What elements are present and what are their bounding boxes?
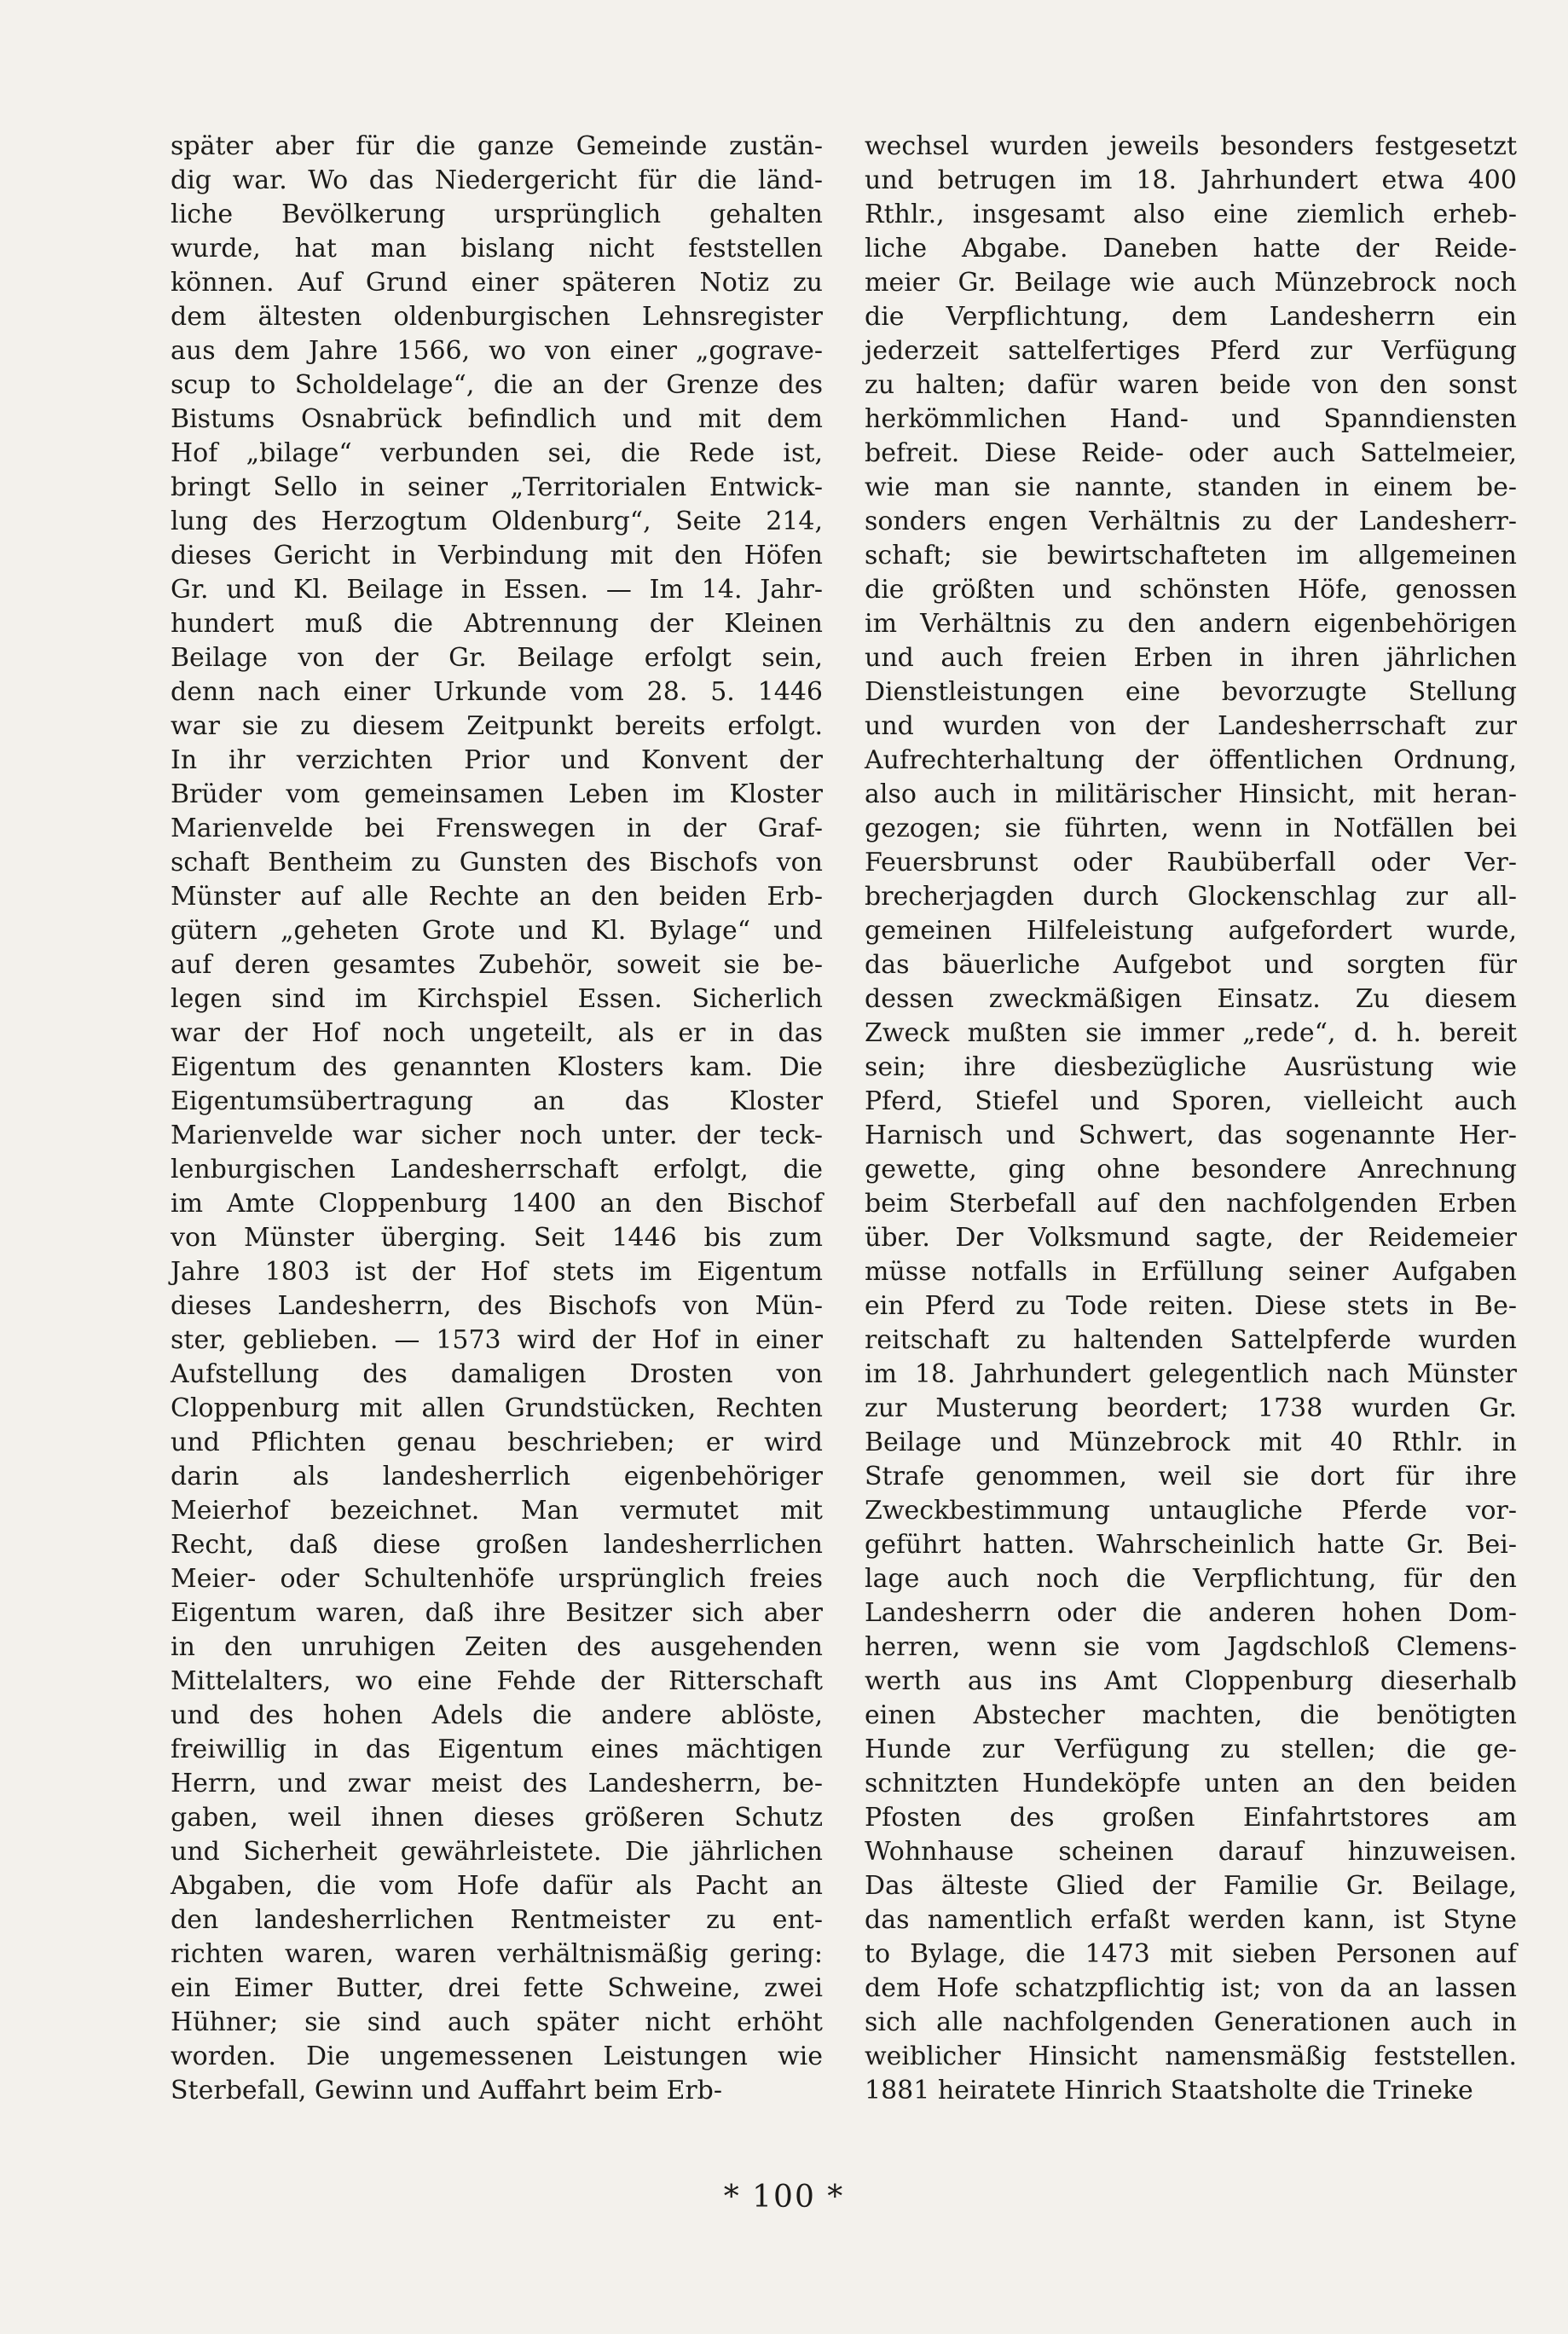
- text-line: Herrn, und zwar meist des Landesherrn, be-: [171, 1769, 823, 1798]
- text-line: bringt Sello in seiner „Territorialen Entwick-: [171, 472, 823, 502]
- text-line: Bistums Osnabrück befindlich und mit dem: [171, 404, 823, 434]
- text-line: Feuersbrunst oder Raubüberfall oder Ver-: [865, 848, 1517, 877]
- text-line: Eigentumsübertragung an das Kloster: [171, 1086, 823, 1116]
- text-line: Marienvelde war sicher noch unter. der teck-: [171, 1121, 823, 1150]
- text-line: und betrugen im 18. Jahrhundert etwa 400: [865, 165, 1517, 195]
- text-line: Aufrechterhaltung der öffentlichen Ordnung,: [865, 745, 1517, 775]
- text-line: zu halten; dafür waren beide von den sonst: [865, 370, 1517, 400]
- text-line: beim Sterbefall auf den nachfolgenden Erben: [865, 1189, 1517, 1219]
- text-line: hundert muß die Abtrennung der Kleinen: [171, 609, 823, 639]
- text-line: herren, wenn sie vom Jagdschloß Clemens-: [865, 1632, 1517, 1662]
- text-line: Pfosten des großen Einfahrtstores am: [865, 1803, 1517, 1833]
- text-line: ein Eimer Butter, drei fette Schweine, zwei: [171, 1973, 823, 2003]
- text-line: im Verhältnis zu den andern eigenbehörigen: [865, 609, 1517, 639]
- text-line: Beilage von der Gr. Beilage erfolgt sein,: [171, 643, 823, 673]
- text-line: und des hohen Adels die andere ablöste,: [171, 1700, 823, 1730]
- text-line: scup to Scholdelage“, die an der Grenze des: [171, 370, 823, 400]
- text-line: meier Gr. Beilage wie auch Münzebrock noch: [865, 268, 1517, 298]
- text-line: gaben, weil ihnen dieses größeren Schutz: [171, 1803, 823, 1833]
- text-line: Gr. und Kl. Beilage in Essen. — Im 14. Jahr-: [171, 575, 823, 605]
- text-line: geführt hatten. Wahrscheinlich hatte Gr. Bei-: [865, 1530, 1517, 1560]
- text-line: und wurden von der Landesherrschaft zur: [865, 711, 1517, 741]
- text-line: to Bylage, die 1473 mit sieben Personen auf: [865, 1939, 1517, 1969]
- text-line: dem Hofe schatzpflichtig ist; von da an lassen: [865, 1973, 1517, 2003]
- text-line: Das älteste Glied der Familie Gr. Beilage,: [865, 1871, 1517, 1901]
- text-line: sonders engen Verhältnis zu der Landesherr-: [865, 507, 1517, 536]
- text-line: schnitzten Hundeköpfe unten an den beiden: [865, 1769, 1517, 1798]
- text-line: freiwillig in das Eigentum eines mächtigen: [171, 1735, 823, 1764]
- text-line: aus dem Jahre 1566, wo von einer „gograve-: [171, 336, 823, 366]
- text-line: Hof „bilage“ verbunden sei, die Rede ist,: [171, 438, 823, 468]
- text-line: von Münster überging. Seit 1446 bis zum: [171, 1223, 823, 1253]
- text-line: und Sicherheit gewährleistete. Die jährlichen: [171, 1837, 823, 1867]
- text-line: weiblicher Hinsicht namensmäßig feststellen.: [865, 2042, 1517, 2071]
- page-number: * 100 *: [723, 2180, 845, 2215]
- text-line: sich alle nachfolgenden Generationen auch in: [865, 2007, 1517, 2037]
- text-line: wurde, hat man bislang nicht feststellen: [171, 234, 823, 264]
- text-line: reitschaft zu haltenden Sattelpferde wurden: [865, 1325, 1517, 1355]
- text-line: Meier- oder Schultenhöfe ursprünglich freies: [171, 1564, 823, 1594]
- text-line: Cloppenburg mit allen Grundstücken, Rechten: [171, 1393, 823, 1423]
- text-line: dig war. Wo das Niedergericht für die länd-: [171, 165, 823, 195]
- text-line: lage auch noch die Verpflichtung, für den: [865, 1564, 1517, 1594]
- text-line: befreit. Diese Reide- oder auch Sattelmeier,: [865, 438, 1517, 468]
- text-line: brecherjagden durch Glockenschlag zur all-: [865, 882, 1517, 912]
- text-line: jederzeit sattelfertiges Pferd zur Verfügung: [865, 336, 1517, 366]
- text-line: auf deren gesamtes Zubehör, soweit sie be-: [171, 950, 823, 980]
- text-line: einen Abstecher machten, die benötigten: [865, 1700, 1517, 1730]
- text-line: war sie zu diesem Zeitpunkt bereits erfolgt.: [171, 711, 823, 741]
- text-line: lung des Herzogtum Oldenburg“, Seite 214,: [171, 507, 823, 536]
- text-line: gütern „geheten Grote und Kl. Bylage“ und: [171, 916, 823, 946]
- text-line: dieses Gericht in Verbindung mit den Höfen: [171, 541, 823, 570]
- text-line: Jahre 1803 ist der Hof stets im Eigentum: [171, 1257, 823, 1287]
- text-line: später aber für die ganze Gemeinde zustän-: [171, 131, 823, 161]
- text-line: im Amte Cloppenburg 1400 an den Bischof: [171, 1189, 823, 1219]
- text-line: herkömmlichen Hand- und Spanndiensten: [865, 404, 1517, 434]
- text-line: Recht, daß diese großen landesherrlichen: [171, 1530, 823, 1560]
- text-line: liche Abgabe. Daneben hatte der Reide-: [865, 234, 1517, 264]
- text-line: Aufstellung des damaligen Drosten von: [171, 1359, 823, 1389]
- text-line: dessen zweckmäßigen Einsatz. Zu diesem: [865, 984, 1517, 1014]
- text-line: zur Musterung beordert; 1738 wurden Gr.: [865, 1393, 1517, 1423]
- text-line: lenburgischen Landesherrschaft erfolgt, die: [171, 1155, 823, 1184]
- text-line: Eigentum waren, daß ihre Besitzer sich aber: [171, 1598, 823, 1628]
- left-text-column: [171, 130, 823, 2108]
- text-line: Rthlr., insgesamt also eine ziemlich erheb-: [865, 200, 1517, 229]
- text-line: Harnisch und Schwert, das sogenannte Her-: [865, 1121, 1517, 1150]
- text-line: Hühner; sie sind auch später nicht erhöht: [171, 2007, 823, 2037]
- text-line: In ihr verzichten Prior und Konvent der: [171, 745, 823, 775]
- text-line: wechsel wurden jeweils besonders festgesetzt: [865, 131, 1517, 161]
- text-line: Pferd, Stiefel und Sporen, vielleicht auch: [865, 1086, 1517, 1116]
- text-line: schaft; sie bewirtschafteten im allgemeinen: [865, 541, 1517, 570]
- text-line: war der Hof noch ungeteilt, als er in das: [171, 1018, 823, 1048]
- text-line: sein; ihre diesbezügliche Ausrüstung wie: [865, 1052, 1517, 1082]
- text-line: ster, geblieben. — 1573 wird der Hof in einer: [171, 1325, 823, 1355]
- text-line: den landesherrlichen Rentmeister zu ent-: [171, 1905, 823, 1935]
- text-line: dem ältesten oldenburgischen Lehnsregister: [171, 302, 823, 332]
- text-line: liche Bevölkerung ursprünglich gehalten: [171, 200, 823, 229]
- text-line: das bäuerliche Aufgebot und sorgten für: [865, 950, 1517, 980]
- text-line: Meierhof bezeichnet. Man vermutet mit: [171, 1496, 823, 1526]
- text-line: und Pflichten genau beschrieben; er wird: [171, 1428, 823, 1457]
- text-line: in den unruhigen Zeiten des ausgehenden: [171, 1632, 823, 1662]
- text-line: gewette, ging ohne besondere Anrechnung: [865, 1155, 1517, 1184]
- text-line: wie man sie nannte, standen in einem be-: [865, 472, 1517, 502]
- text-line: Zweck mußten sie immer „rede“, d. h. bereit: [865, 1018, 1517, 1048]
- text-line: gemeinen Hilfeleistung aufgefordert wurde,: [865, 916, 1517, 946]
- text-line: Wohnhause scheinen darauf hinzuweisen.: [865, 1837, 1517, 1867]
- text-line: dieses Landesherrn, des Bischofs von Mün-: [171, 1291, 823, 1321]
- text-line: über. Der Volksmund sagte, der Reidemeier: [865, 1223, 1517, 1253]
- text-line: Brüder vom gemeinsamen Leben im Kloster: [171, 779, 823, 809]
- text-line: Marienvelde bei Frenswegen in der Graf-: [171, 814, 823, 843]
- right-text-column: [865, 130, 1517, 2108]
- text-line: 1881 heiratete Hinrich Staatsholte die Trineke: [865, 2076, 1473, 2105]
- text-line: und auch freien Erben in ihren jährlichen: [865, 643, 1517, 673]
- text-line: legen sind im Kirchspiel Essen. Sicherlich: [171, 984, 823, 1014]
- text-line: können. Auf Grund einer späteren Notiz zu: [171, 268, 823, 298]
- text-line: Dienstleistungen eine bevorzugte Stellung: [865, 677, 1517, 707]
- text-line: denn nach einer Urkunde vom 28. 5. 1446: [171, 677, 823, 707]
- text-line: die größten und schönsten Höfe, genossen: [865, 575, 1517, 605]
- text-line: schaft Bentheim zu Gunsten des Bischofs von: [171, 848, 823, 877]
- text-line: Abgaben, die vom Hofe dafür als Pacht an: [171, 1871, 823, 1901]
- text-line: Landesherrn oder die anderen hohen Dom-: [865, 1598, 1517, 1628]
- text-line: die Verpflichtung, dem Landesherrn ein: [865, 302, 1517, 332]
- text-line: Hunde zur Verfügung zu stellen; die ge-: [865, 1735, 1517, 1764]
- text-line: im 18. Jahrhundert gelegentlich nach Münster: [865, 1359, 1517, 1389]
- text-line: gezogen; sie führten, wenn in Notfällen bei: [865, 814, 1517, 843]
- text-line: Eigentum des genannten Klosters kam. Die: [171, 1052, 823, 1082]
- text-line: Sterbefall, Gewinn und Auffahrt beim Erb-: [171, 2076, 723, 2105]
- text-line: ein Pferd zu Tode reiten. Diese stets in Be-: [865, 1291, 1517, 1321]
- text-line: werth aus ins Amt Cloppenburg dieserhalb: [865, 1666, 1517, 1696]
- text-line: Münster auf alle Rechte an den beiden Erb-: [171, 882, 823, 912]
- text-line: Mittelalters, wo eine Fehde der Ritterschaft: [171, 1666, 823, 1696]
- text-line: also auch in militärischer Hinsicht, mit heran-: [865, 779, 1517, 809]
- text-line: darin als landesherrlich eigenbehöriger: [171, 1462, 823, 1491]
- text-line: Strafe genommen, weil sie dort für ihre: [865, 1462, 1517, 1491]
- text-line: worden. Die ungemessenen Leistungen wie: [171, 2042, 823, 2071]
- text-line: Beilage und Münzebrock mit 40 Rthlr. in: [865, 1428, 1517, 1457]
- text-line: richten waren, waren verhältnismäßig gering:: [171, 1939, 823, 1969]
- text-line: Zweckbestimmung untaugliche Pferde vor-: [865, 1496, 1517, 1526]
- text-line: das namentlich erfaßt werden kann, ist Styne: [865, 1905, 1517, 1935]
- text-line: müsse notfalls in Erfüllung seiner Aufgaben: [865, 1257, 1517, 1287]
